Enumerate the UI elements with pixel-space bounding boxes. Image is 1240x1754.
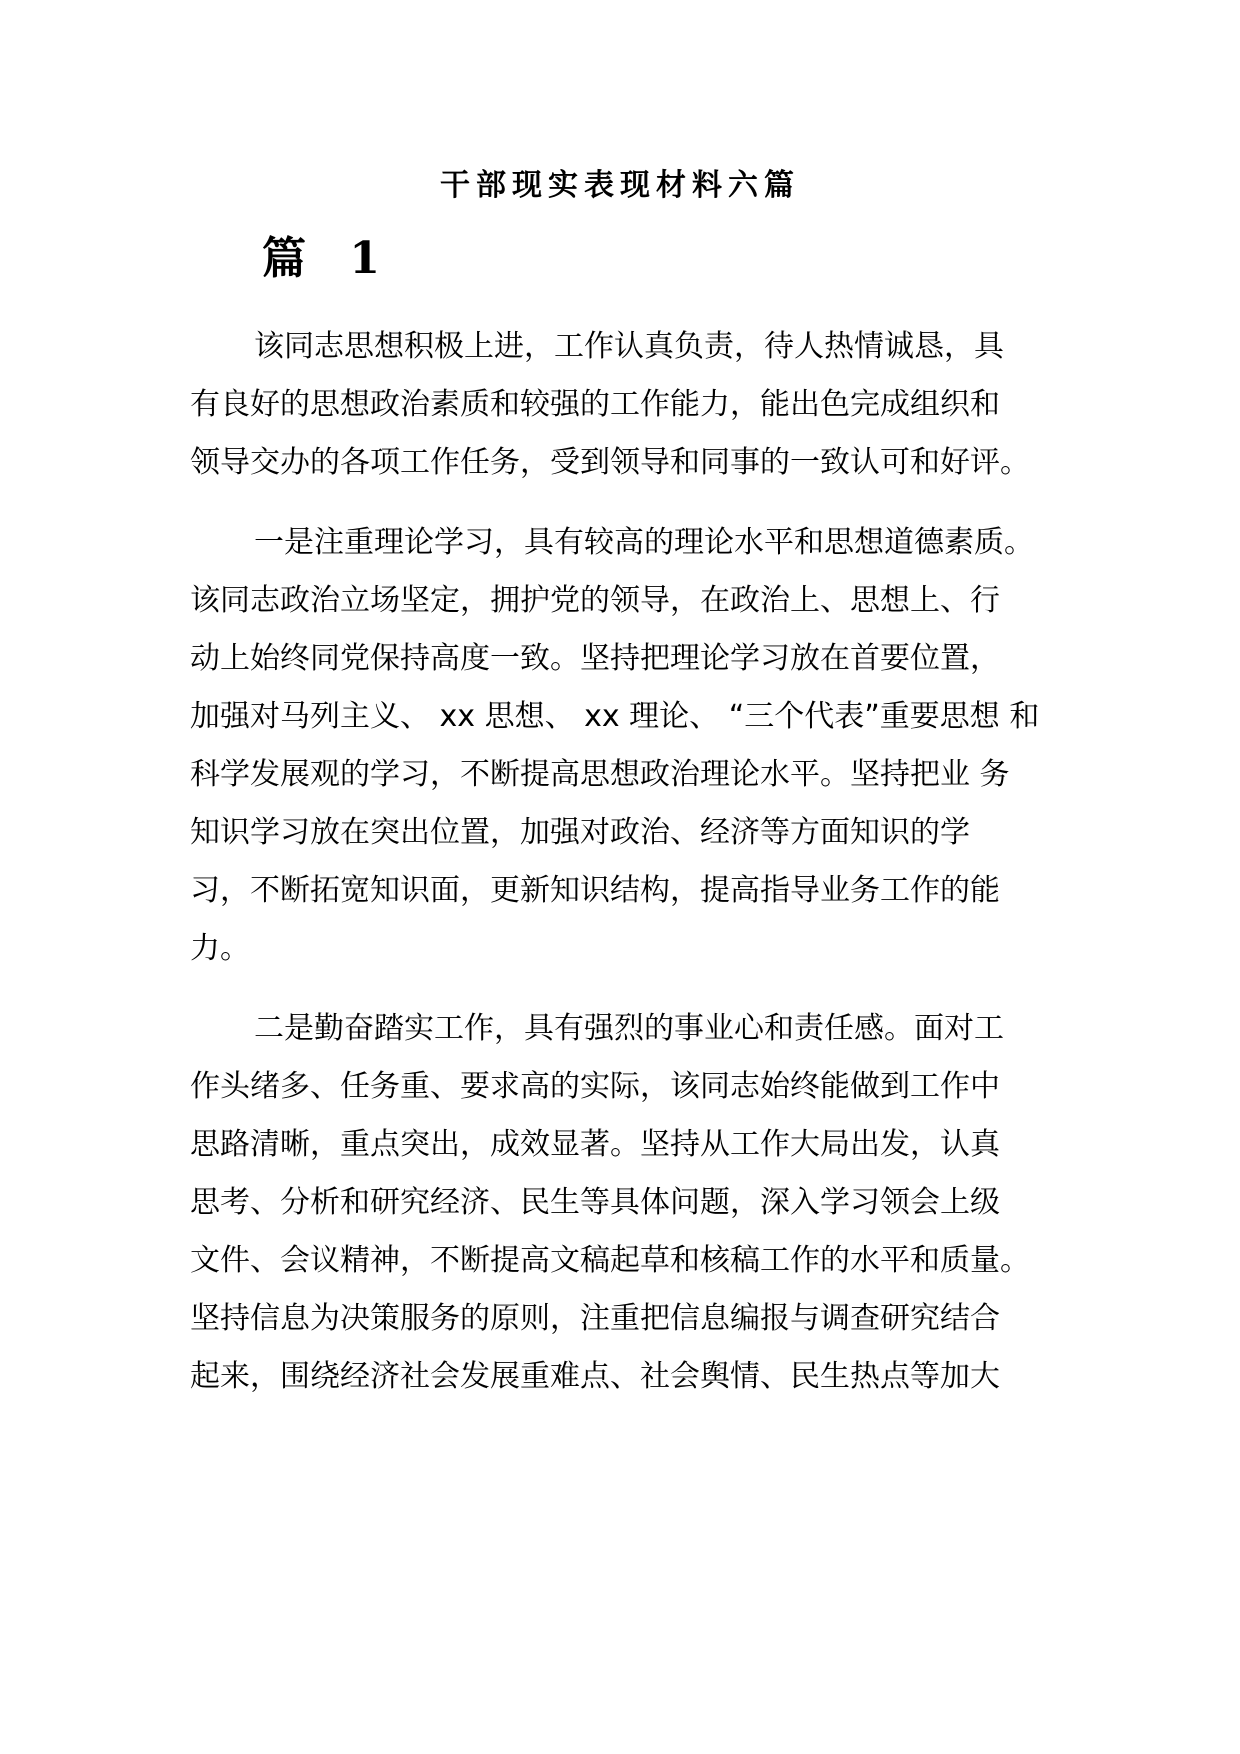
text-line: 力。 — [190, 931, 250, 966]
text-line: 文件、会议精神，不断提高文稿起草和核稿工作的水平和质量。 — [190, 1243, 1030, 1278]
text-line: 领导交办的各项工作任务，受到领导和同事的一致认可和好评。 — [190, 445, 1030, 480]
text-line: 该同志政治立场坚定，拥护党的领导，在政治上、思想上、行 — [190, 583, 1000, 618]
document-body — [190, 318, 1070, 1428]
document-title: 干部现实表现材料六篇 — [440, 168, 800, 203]
text-line: 作头绪多、任务重、要求高的实际，该同志始终能做到工作中 — [190, 1069, 1000, 1104]
text-line: 科学发展观的学习，不断提高思想政治理论水平。坚持把业 务 — [190, 757, 1010, 792]
paragraph — [190, 1000, 1070, 1406]
text-line: 加强对马列主义、 xx 思想、 xx 理论、 “三个代表”重要思想 和 — [190, 699, 1040, 734]
text-line: 动上始终同党保持高度一致。坚持把理论学习放在首要位置， — [190, 641, 1000, 676]
paragraph — [190, 318, 1070, 492]
text-line: 思路清晰，重点突出，成效显著。坚持从工作大局出发，认真 — [190, 1127, 1000, 1162]
text-line: 一是注重理论学习，具有较高的理论水平和思想道德素质。 — [254, 525, 1034, 560]
text-line: 习，不断拓宽知识面，更新知识结构，提高指导业务工作的能 — [190, 873, 1000, 908]
text-line: 该同志思想积极上进，工作认真负责，待人热情诚恳，具 — [254, 329, 1004, 364]
paragraph — [190, 514, 1070, 978]
text-line: 思考、分析和研究经济、民生等具体问题，深入学习领会上级 — [190, 1185, 1000, 1220]
text-line: 坚持信息为决策服务的原则，注重把信息编报与调查研究结合 — [190, 1301, 1000, 1336]
text-line: 起来，围绕经济社会发展重难点、社会舆情、民生热点等加大 — [190, 1359, 1000, 1394]
text-line: 知识学习放在突出位置，加强对政治、经济等方面知识的学 — [190, 815, 970, 850]
text-line: 有良好的思想政治素质和较强的工作能力，能出色完成组织和 — [190, 387, 1000, 422]
section-heading: 篇 1 — [262, 233, 394, 284]
text-line: 二是勤奋踏实工作，具有强烈的事业心和责任感。面对工 — [254, 1011, 1004, 1046]
